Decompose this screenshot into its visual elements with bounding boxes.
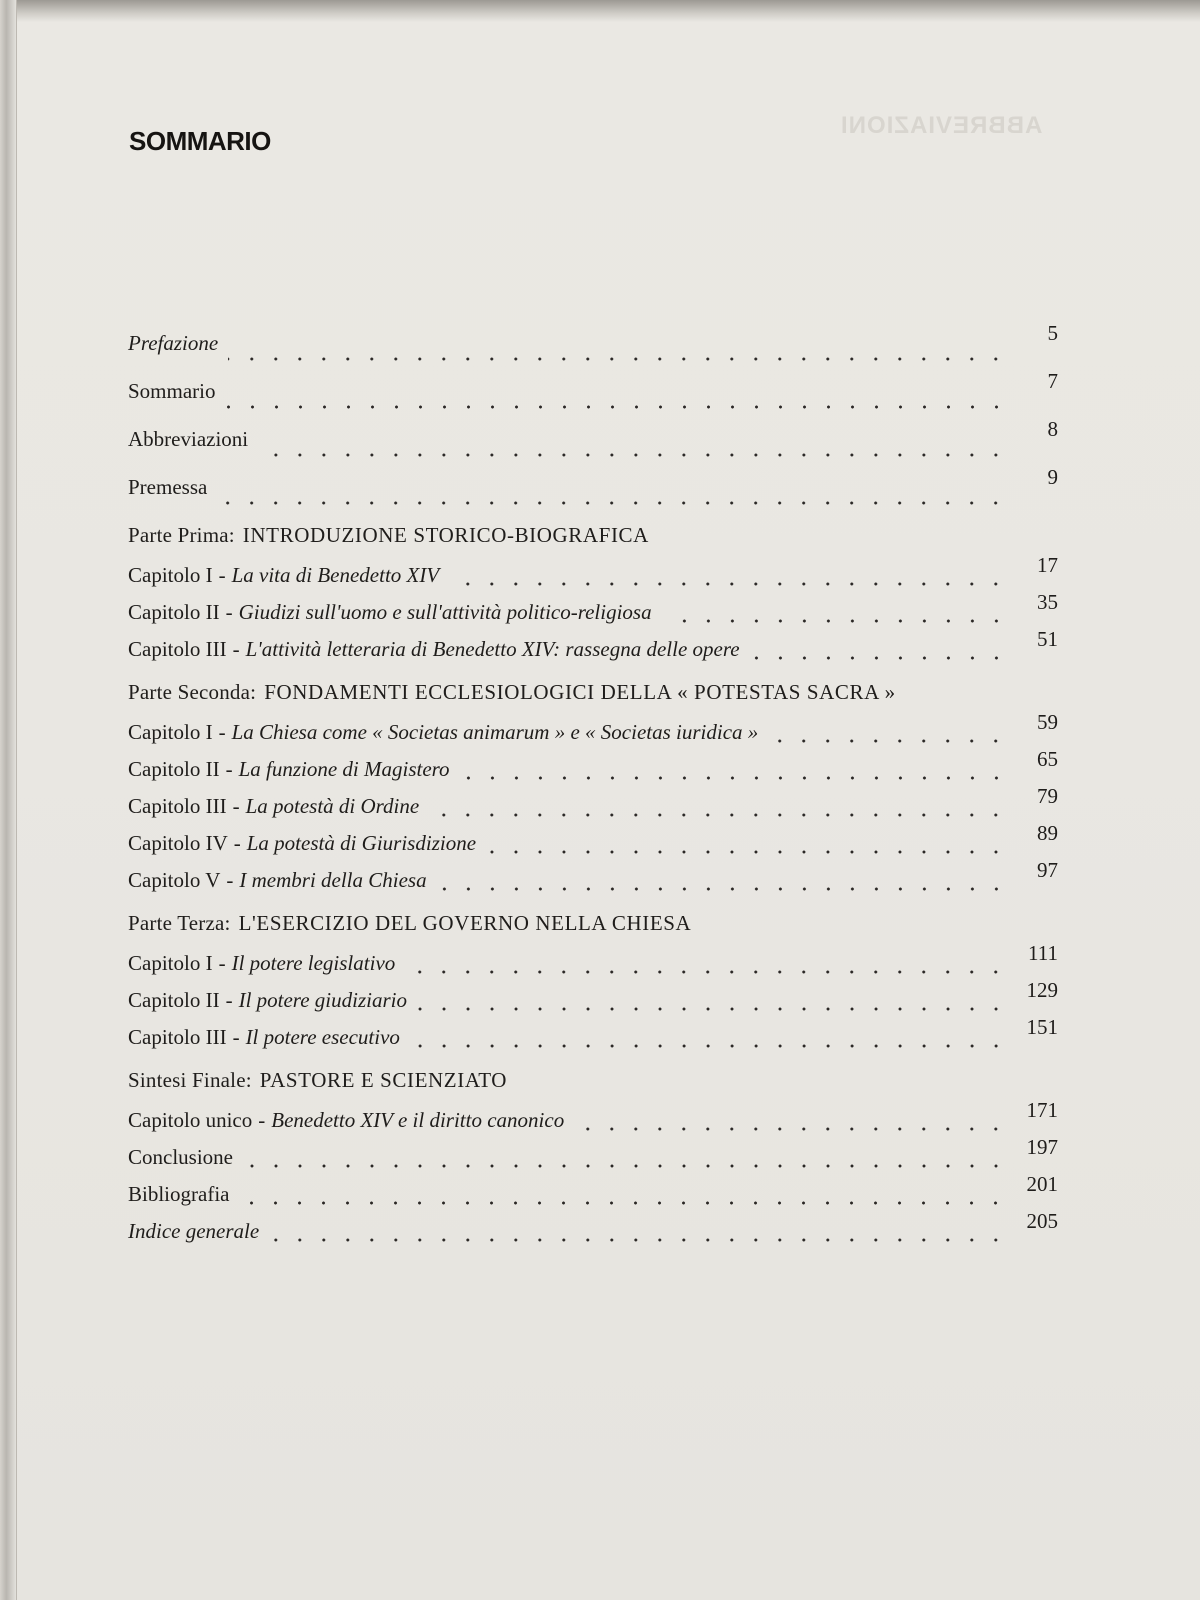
chapter-number: Capitolo I — [128, 951, 213, 975]
toc-chapter-label — [128, 717, 758, 747]
toc-page-number: 8 — [1047, 417, 1058, 441]
chapter-separator: - — [233, 831, 241, 855]
toc-entry-label: Premessa — [128, 475, 208, 499]
dot-leader — [217, 501, 1008, 505]
toc-chapter-label — [128, 1022, 400, 1052]
toc-chapter-label — [128, 865, 427, 895]
dot-leader — [574, 1127, 1008, 1131]
toc-chapter-entry — [128, 710, 1058, 750]
chapter-title: Il potere giudiziario — [238, 988, 407, 1012]
chapter-separator: - — [218, 720, 226, 744]
part-title: L'ESERCIZIO DEL GOVERNO NELLA CHIESA — [238, 911, 692, 935]
toc-entry-label: Sommario — [128, 379, 216, 403]
dot-leader — [243, 1164, 1008, 1168]
toc-entry — [128, 368, 1058, 416]
dot-leader — [228, 357, 1008, 361]
chapter-number: Capitolo III — [128, 794, 227, 818]
toc-page-number: 65 — [1037, 747, 1058, 771]
dot-leader — [417, 1007, 1008, 1011]
toc-chapter-label — [128, 754, 450, 784]
toc-entry — [128, 416, 1058, 464]
show-through-text: ABBREVIAZIONI — [840, 112, 1043, 139]
toc-chapter-entry — [128, 627, 1058, 667]
toc-page-number: 89 — [1037, 821, 1058, 845]
chapter-title: Il potere legislativo — [231, 951, 396, 975]
toc-page-number: 197 — [1026, 1135, 1058, 1159]
toc-page-number: 151 — [1026, 1015, 1058, 1039]
toc-entry-label: Prefazione — [128, 331, 219, 355]
toc-page-number: 171 — [1026, 1098, 1058, 1122]
dot-leader — [269, 1238, 1008, 1242]
part-title: FONDAMENTI ECCLESIOLOGICI DELLA « POTESTAS SACRA » — [264, 680, 896, 704]
chapter-separator: - — [232, 637, 240, 661]
chapter-separator: - — [232, 1025, 240, 1049]
dot-leader — [460, 776, 1008, 780]
chapter-number: Capitolo II — [128, 600, 220, 624]
part-title: INTRODUZIONE STORICO-BIOGRAFICA — [242, 523, 649, 547]
dot-leader — [662, 619, 1008, 623]
chapter-number: Capitolo I — [128, 720, 213, 744]
chapter-title: Benedetto XIV e il diritto canonico — [271, 1108, 565, 1132]
toc-page-number: 205 — [1026, 1209, 1058, 1233]
toc-entry — [128, 1172, 1058, 1212]
toc-page-number: 7 — [1047, 369, 1058, 393]
toc-entry — [128, 464, 1058, 512]
toc-page-number: 59 — [1037, 710, 1058, 734]
toc-page-number: 9 — [1047, 465, 1058, 489]
chapter-separator: - — [225, 757, 233, 781]
part-label: Parte Terza: — [128, 911, 231, 935]
page-title: SOMMARIO — [129, 126, 271, 156]
chapter-separator: - — [225, 988, 233, 1012]
toc-part-heading — [128, 902, 1058, 944]
toc-chapter-label — [128, 985, 407, 1015]
toc-chapter-label — [128, 1105, 564, 1135]
chapter-separator: - — [232, 794, 240, 818]
chapter-number: Capitolo V — [128, 868, 221, 892]
toc-chapter-label — [128, 597, 652, 627]
toc-chapter-entry — [128, 978, 1058, 1018]
dot-leader — [768, 739, 1008, 743]
part-label: Sintesi Finale: — [128, 1068, 252, 1092]
chapter-number: Capitolo I — [128, 563, 213, 587]
toc-chapter-entry — [128, 553, 1058, 593]
chapter-number: Capitolo III — [128, 637, 227, 661]
chapter-title: La vita di Benedetto XIV — [231, 563, 440, 587]
toc-chapter-entry — [128, 941, 1058, 981]
toc-page-number: 97 — [1037, 858, 1058, 882]
toc-page-number: 201 — [1026, 1172, 1058, 1196]
dot-leader — [437, 887, 1008, 891]
toc-chapter-label — [128, 634, 740, 664]
chapter-title: La potestà di Giurisdizione — [246, 831, 477, 855]
toc-entry — [128, 1135, 1058, 1175]
dot-leader — [486, 850, 1008, 854]
toc-chapter-label — [128, 791, 419, 821]
toc-entry — [128, 320, 1058, 368]
toc-part-heading — [128, 1059, 1058, 1101]
page-top-shadow — [0, 0, 1200, 22]
toc-chapter-entry — [128, 858, 1058, 898]
toc-chapter-label — [128, 560, 439, 590]
part-label: Parte Seconda: — [128, 680, 257, 704]
toc-chapter-label — [128, 828, 476, 858]
dot-leader — [239, 1201, 1008, 1205]
toc-chapter-entry — [128, 590, 1058, 630]
part-label: Parte Prima: — [128, 523, 235, 547]
chapter-separator: - — [225, 600, 233, 624]
dot-leader — [410, 1044, 1008, 1048]
chapter-title: L'attività letteraria di Benedetto XIV: rassegna delle opere — [245, 637, 740, 661]
toc-page-number: 35 — [1037, 590, 1058, 614]
toc-chapter-entry — [128, 1015, 1058, 1055]
chapter-title: La potestà di Ordine — [245, 794, 420, 818]
dot-leader — [429, 813, 1008, 817]
chapter-number: Capitolo unico — [128, 1108, 253, 1132]
toc-part-heading — [128, 671, 1058, 713]
chapter-number: Capitolo II — [128, 757, 220, 781]
dot-leader — [449, 582, 1008, 586]
dot-leader — [258, 453, 1008, 457]
toc-page-number: 51 — [1037, 627, 1058, 651]
part-title: PASTORE E SCIENZIATO — [259, 1068, 508, 1092]
chapter-separator: - — [218, 563, 226, 587]
toc-part-heading — [128, 514, 1058, 556]
dot-leader — [226, 405, 1009, 409]
table-of-contents — [128, 320, 1058, 1249]
dot-leader — [405, 970, 1008, 974]
chapter-title: La Chiesa come « Societas animarum » e « Societas iuridica » — [231, 720, 759, 744]
chapter-number: Capitolo IV — [128, 831, 228, 855]
toc-entry-label: Indice generale — [128, 1219, 260, 1243]
toc-chapter-entry — [128, 821, 1058, 861]
toc-chapter-entry — [128, 1098, 1058, 1138]
toc-entry-label: Conclusione — [128, 1145, 233, 1169]
chapter-number: Capitolo III — [128, 1025, 227, 1049]
toc-chapter-entry — [128, 784, 1058, 824]
toc-chapter-entry — [128, 747, 1058, 787]
chapter-separator: - — [258, 1108, 266, 1132]
toc-entry — [128, 1209, 1058, 1249]
toc-page-number: 5 — [1047, 321, 1058, 345]
chapter-separator: - — [226, 868, 234, 892]
toc-chapter-label — [128, 948, 395, 978]
toc-page-number: 111 — [1028, 941, 1058, 965]
chapter-title: I membri della Chiesa — [239, 868, 427, 892]
toc-entry-label: Abbreviazioni — [128, 427, 249, 451]
chapter-title: La funzione di Magistero — [238, 757, 450, 781]
page-binding-edge — [0, 0, 17, 1600]
dot-leader — [750, 656, 1008, 660]
toc-entry-label: Bibliografia — [128, 1182, 230, 1206]
toc-page-number: 129 — [1026, 978, 1058, 1002]
toc-page-number: 79 — [1037, 784, 1058, 808]
chapter-title: Giudizi sull'uomo e sull'attività politico-religiosa — [238, 600, 652, 624]
toc-page-number: 17 — [1037, 553, 1058, 577]
chapter-title: Il potere esecutivo — [245, 1025, 400, 1049]
chapter-separator: - — [218, 951, 226, 975]
chapter-number: Capitolo II — [128, 988, 220, 1012]
